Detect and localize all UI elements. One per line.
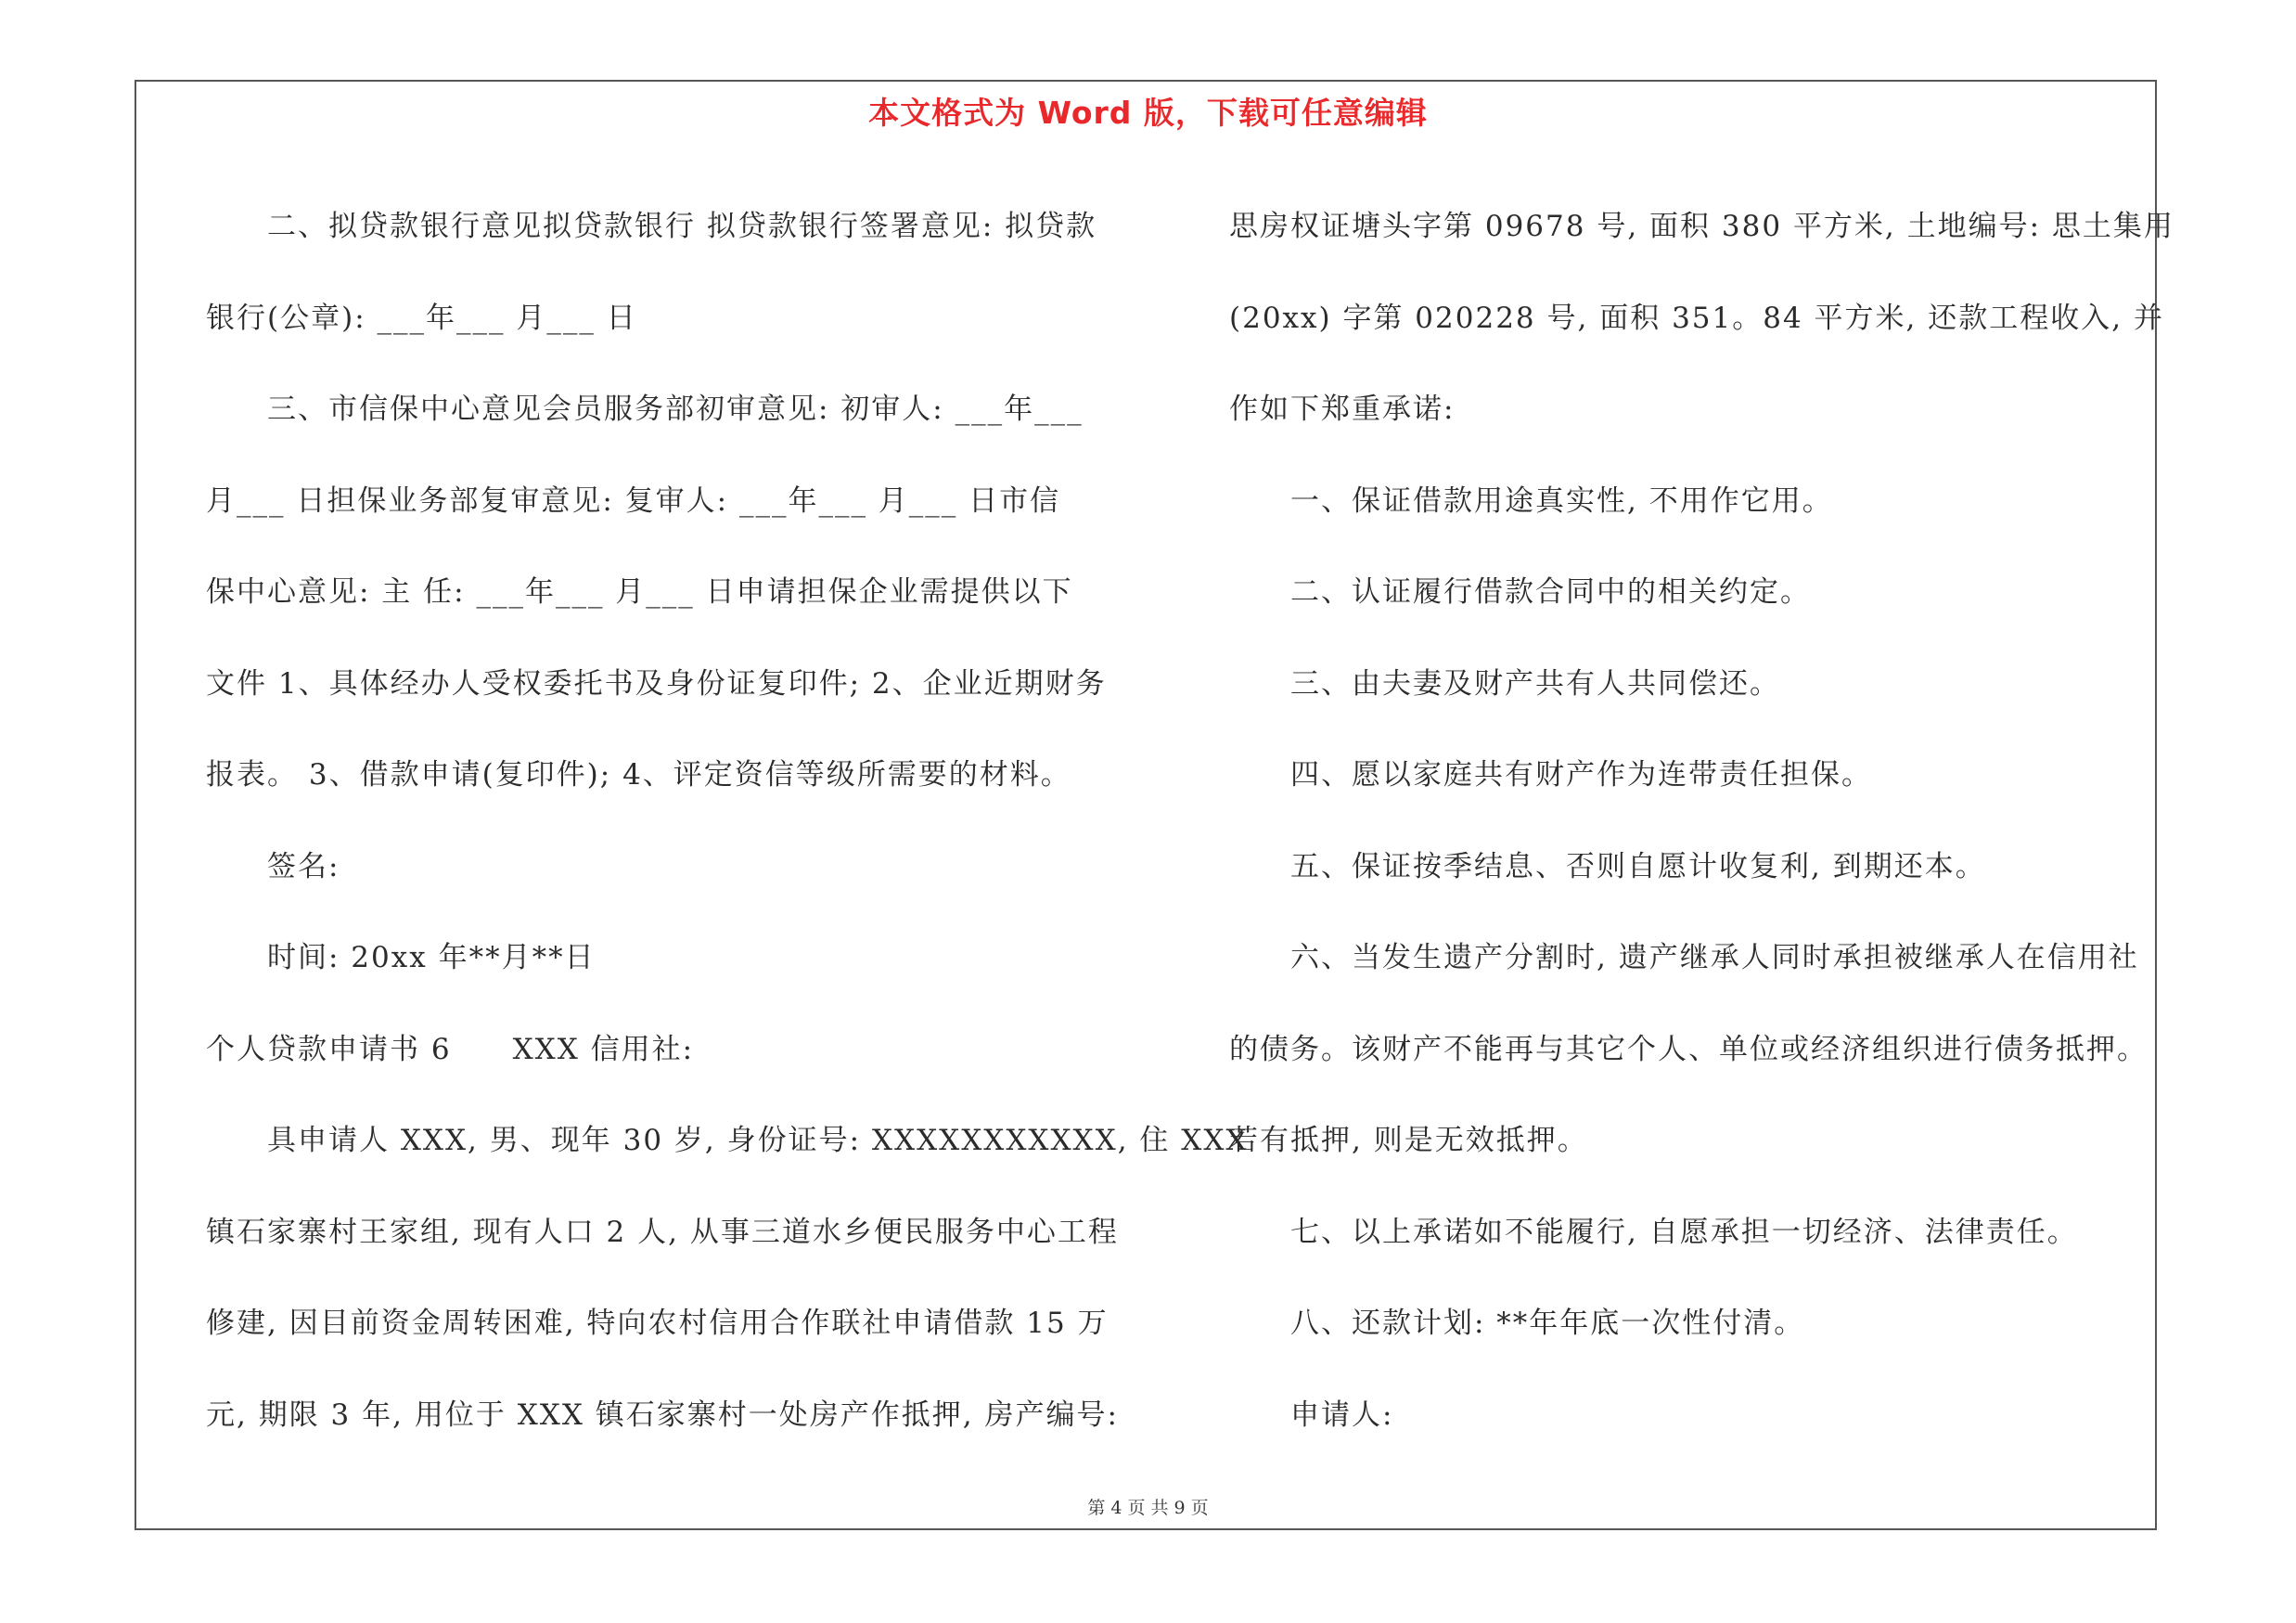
text-line: 二、拟贷款银行意见拟贷款银行 拟贷款银行签署意见: 拟贷款: [267, 210, 1097, 243]
text-line: 个人贷款申请书 6 XXX 信用社:: [206, 1032, 695, 1066]
text-line: 八、还款计划: **年年底一次性付清。: [1290, 1307, 1805, 1340]
text-line: 报表。 3、借款申请(复印件); 4、评定资信等级所需要的材料。: [206, 758, 1071, 792]
text-line: 镇石家寨村王家组, 现有人口 2 人, 从事三道水乡便民服务中心工程: [206, 1215, 1119, 1249]
text-line: 五、保证按季结息、否则自愿计收复利, 到期还本。: [1290, 849, 1986, 883]
text-line: (20xx) 字第 020228 号, 面积 351。84 平方米, 还款工程收入, 并: [1229, 301, 2164, 335]
text-line: 六、当发生遗产分割时, 遗产继承人同时承担被继承人在信用社: [1290, 941, 2139, 974]
text-line: 作如下郑重承诺:: [1229, 393, 1456, 426]
text-line: 文件 1、具体经办人受权委托书及身份证复印件; 2、企业近期财务: [206, 666, 1107, 701]
text-line: 二、认证履行借款合同中的相关约定。: [1290, 575, 1811, 609]
page-number: 第 4 页 共 9 页: [1087, 1498, 1209, 1518]
text-line: 一、保证借款用途真实性, 不用作它用。: [1290, 483, 1833, 518]
text-line: 的债务。该财产不能再与其它个人、单位或经济组织进行债务抵押。: [1229, 1032, 2148, 1066]
text-line: 修建, 因目前资金周转困难, 特向农村信用合作联社申请借款 15 万: [206, 1307, 1109, 1340]
left-column: [206, 181, 1249, 1461]
text-line: 银行(公章): ___年___ 月___ 日: [206, 301, 637, 335]
text-line: 时间: 20xx 年**月**日: [267, 941, 596, 974]
text-line: 三、由夫妻及财产共有人共同偿还。: [1290, 666, 1780, 701]
text-line: 若有抵押, 则是无效抵押。: [1229, 1124, 1588, 1157]
text-line: 三、市信保中心意见会员服务部初审意见: 初审人: ___年___: [267, 393, 1084, 426]
text-line: 签名:: [267, 849, 340, 883]
text-line: 元, 期限 3 年, 用位于 XXX 镇石家寨村一处房产作抵押, 房产编号:: [206, 1398, 1119, 1432]
text-line: 思房权证塘头字第 09678 号, 面积 380 平方米, 土地编号: 思土集用: [1229, 210, 2174, 243]
text-line: 七、以上承诺如不能履行, 自愿承担一切经济、法律责任。: [1290, 1215, 2078, 1249]
text-line: 保中心意见: 主 任: ___年___ 月___ 日申请担保企业需提供以下: [206, 575, 1073, 609]
text-line: 四、愿以家庭共有财产作为连带责任担保。: [1290, 758, 1872, 792]
text-line: 月___ 日担保业务部复审意见: 复审人: ___年___ 月___ 日市信: [206, 483, 1061, 518]
right-column: [1229, 181, 2175, 1461]
text-line: 具申请人 XXX, 男、现年 30 岁, 身份证号: XXXXXXXXXXX, 住 XXX: [267, 1124, 1249, 1157]
text-line: 申请人:: [1290, 1398, 1394, 1432]
format-banner: 本文格式为 Word 版，下载可任意编辑: [868, 95, 1428, 131]
